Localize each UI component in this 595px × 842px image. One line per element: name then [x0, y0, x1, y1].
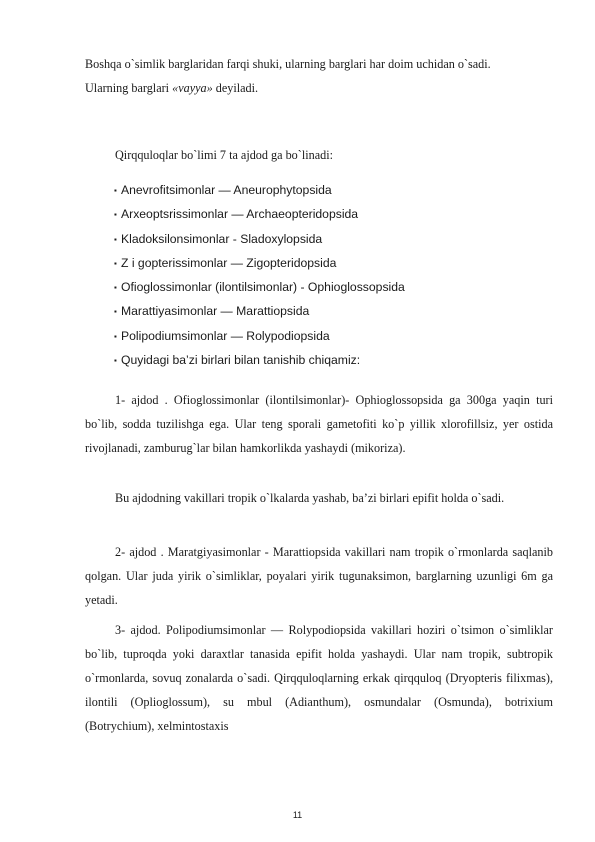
page-number: 11 [292, 810, 303, 820]
bullet-icon: ▪ [114, 283, 117, 293]
bullet-icon: ▪ [114, 258, 117, 268]
paragraph-habitat: Bu ajdodning vakillari tropik o`lkalarda yashab, ba’zi birlari epifit holda o`sadi. [115, 491, 505, 505]
bullet-icon: ▪ [114, 234, 117, 244]
list-item: ▪ Arxeoptsrissimonlar — Archaeopteridopsida [114, 202, 405, 226]
list-item: ▪ Quyidagi ba’zi birlari bilan tanishib chiqamiz: [114, 348, 405, 372]
list-item: ▪ Kladoksilonsimonlar - Sladoxylopsida [114, 227, 405, 251]
bullet-icon: ▪ [114, 331, 117, 341]
bullet-icon: ▪ [114, 307, 117, 317]
bullet-icon: ▪ [114, 210, 117, 220]
paragraph-ajdod-2: 2- ajdod . Maratgiyasimonlar - Marattiopsida vakillari nam tropik o`rmonlarda saqlanib qolgan. Ular juda yirik o`simliklar, poyalari yirik tugunaksimon, barglarning uzunligi 6m ga yetadi. [85, 545, 553, 607]
paragraph-ajdod-3: 3- ajdod. Polipodiumsimonlar — Rolypodiopsida vakillari hoziri o`tsimon o`simliklar bo`lib, tuproqda yoki daraxtlar tanasida epifit holda yashaydi. Ular nam tropik, subtropik o`rmonlarda, sovuq zonalarda o`sadi. Qirqquloqlarning erkak qirqquloq (Dryopteris filixmas), ilontili (Oplioglossum), su mbul (Adianthum), osmundalar (Osmunda), botrixium (Botrychium), xelmintostaxis [85, 623, 553, 733]
paragraph-ajdod-1: 1- ajdod . Ofioglossimonlar (ilontilsimonlar)- Ophioglossopsida ga 300ga yaqin turi bo`lib, sodda tuzilishga ega. Ular teng sporali gametofiti ko`p yillik xlorofillsiz, yer ostida rivojlanadi, zamburug`lar bilan hamkorlikda yashaydi (mikoriza). [85, 393, 553, 455]
section-heading: Qirqquloqlar bo`limi 7 ta ajdod ga bo`linadi: [115, 148, 333, 162]
intro-line-2-start: Ularning barglari [85, 81, 173, 95]
intro-line-1: Boshqa o`simlik barglaridan farqi shuki, ularning barglari har doim uchidan o`sadi. [85, 57, 491, 71]
bullet-icon: ▪ [114, 186, 117, 195]
list-item: ▪ Z i gopterissimonlar — Zigopteridopsida [114, 251, 405, 275]
list-item: ▪ Ofioglossimonlar (ilontilsimonlar) - Ophioglossopsida [114, 275, 405, 299]
list-item: ▪ Marattiyasimonlar — Marattiopsida [114, 299, 405, 323]
taxonomy-bullet-list [114, 178, 405, 372]
emphasized-term: «vayya» [172, 81, 213, 95]
bullet-icon: ▪ [114, 356, 117, 366]
intro-paragraph [85, 52, 553, 100]
intro-line-2-end: deyiladi. [212, 81, 259, 95]
list-item: ▪ Anevrofitsimonlar — Aneurophytopsida [114, 178, 405, 202]
list-item: ▪ Polipodiumsimonlar — Rolypodiopsida [114, 324, 405, 348]
